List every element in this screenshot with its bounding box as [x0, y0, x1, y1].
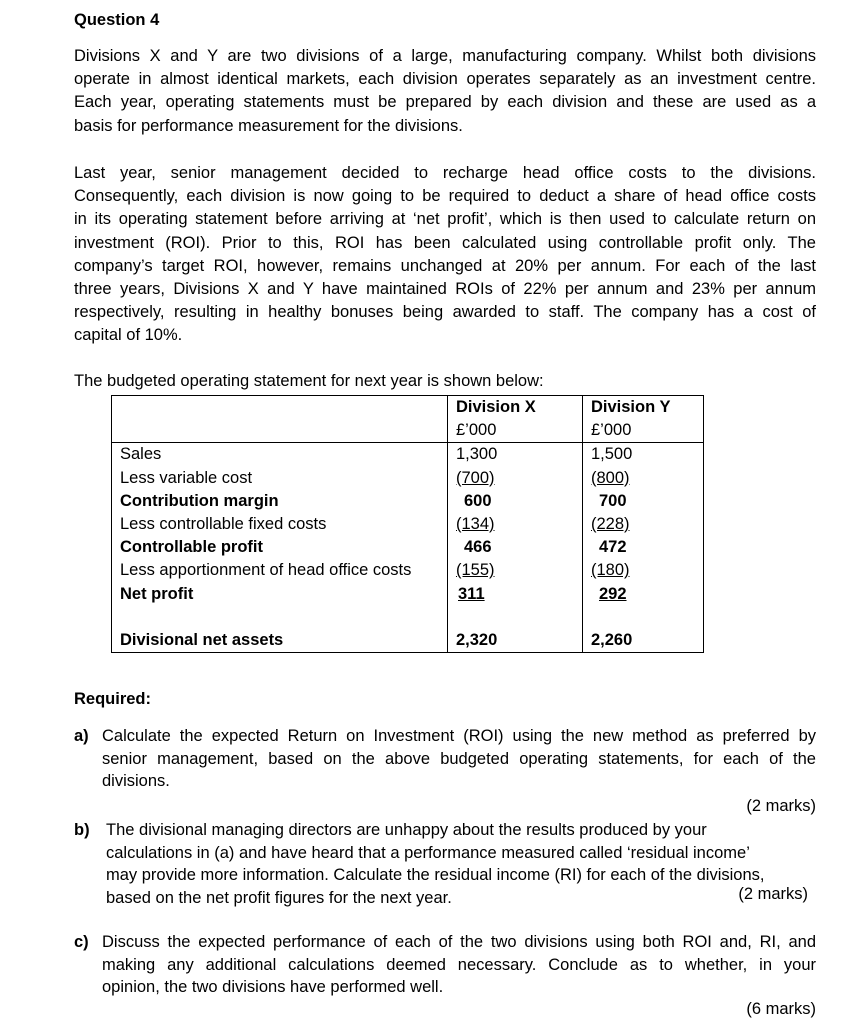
row-label: Less controllable fixed costs [112, 513, 448, 536]
table-row [112, 583, 704, 606]
part-line: opinion, the two divisions have performed well. [102, 978, 444, 996]
part-line: senior management, based on the above budgeted operating statements, for each of the [102, 749, 816, 768]
paragraph-line: in its operating statement before arriving at ‘net profit’, which is then used to calculate return on [74, 210, 816, 229]
paragraph-line: company’s target ROI, however, remains unchanged at 20% per annum. For each of the last [74, 256, 816, 275]
paragraph-line: investment (ROI). Prior to this, ROI has been calculated using controllable profit only. The [74, 233, 816, 252]
unit-division-y: £’000 [583, 419, 704, 443]
header-division-x: Division X [448, 396, 583, 420]
blank-cell [583, 606, 704, 629]
row-label: Contribution margin [112, 490, 448, 513]
intro-paragraph [74, 45, 816, 138]
value-division-y: (800) [591, 468, 630, 487]
marks-c: (6 marks) [746, 1000, 816, 1018]
value-division-y: 700 [583, 490, 704, 513]
part-line: making any additional calculations deemed necessary. Conclude as to whether, in your [102, 955, 816, 974]
row-label: Less apportionment of head office costs [112, 559, 448, 582]
paragraph-line: operate in almost identical markets, each division operates separately as an investment centre. [74, 70, 816, 89]
paragraph-line: Last year, senior management decided to recharge head office costs to the divisions. [74, 164, 816, 182]
blank-cell [112, 606, 448, 629]
context-paragraph [74, 162, 816, 348]
value-division-x: 2,320 [448, 629, 583, 653]
paragraph-line: Each year, operating statements must be prepared by each division and these are used as a [74, 93, 816, 112]
part-line: The divisional managing directors are unhappy about the results produced by your [106, 821, 707, 839]
part-line: calculations in (a) and have heard that a performance measured called ‘residual income’ [106, 843, 750, 862]
paragraph-line: basis for performance measurement for the divisions. [74, 116, 463, 135]
value-division-x: (155) [456, 561, 495, 580]
value-division-y: 472 [583, 536, 704, 559]
value-division-x: 1,300 [448, 443, 583, 467]
table-row [112, 536, 704, 559]
part-label: b) [74, 821, 90, 839]
question-title: Question 4 [74, 11, 160, 29]
value-division-x: 311 [458, 584, 485, 603]
value-division-x: (134) [456, 515, 495, 534]
blank-cell [448, 606, 583, 629]
table-row [112, 490, 704, 513]
row-label: Sales [112, 443, 448, 467]
value-division-y: (180) [591, 561, 630, 580]
value-division-y: 1,500 [583, 443, 704, 467]
value-division-x: 600 [448, 490, 583, 513]
paragraph-line: respectively, resulting in healthy bonuses being awarded to staff. The company has a cost of [74, 303, 816, 322]
paragraph-line: Divisions X and Y are two divisions of a large, manufacturing company. Whilst both divisions [74, 47, 816, 65]
table-row [112, 467, 704, 490]
row-label: Controllable profit [112, 536, 448, 559]
part-line: based on the net profit figures for the next year. [106, 888, 452, 907]
marks-b: (2 marks) [738, 885, 808, 903]
part-line: Discuss the expected performance of each of the two divisions using both ROI and, RI, and [102, 933, 816, 951]
unit-division-x: £’000 [448, 419, 583, 443]
header-blank-cell [112, 419, 448, 443]
table-row [112, 629, 704, 653]
value-division-x: 466 [448, 536, 583, 559]
part-line: Calculate the expected Return on Investment (ROI) using the new method as preferred by [102, 727, 816, 745]
table-intro: The budgeted operating statement for next year is shown below: [74, 372, 544, 390]
value-division-y: (228) [591, 515, 630, 534]
table-row [112, 513, 704, 536]
marks-a: (2 marks) [746, 797, 816, 815]
part-line: may provide more information. Calculate the residual income (RI) for each of the divisions, [106, 866, 765, 884]
value-division-y: 2,260 [583, 629, 704, 653]
value-division-x: (700) [456, 468, 495, 487]
row-label: Divisional net assets [112, 629, 448, 653]
value-division-y: 292 [599, 584, 627, 603]
header-division-y: Division Y [583, 396, 704, 420]
paragraph-line: capital of 10%. [74, 326, 183, 345]
part-label: a) [74, 727, 89, 745]
required-heading: Required: [74, 690, 152, 708]
table-row [112, 559, 704, 582]
paragraph-line: Consequently, each division is now going to be required to deduct a share of head office costs [74, 187, 816, 206]
paragraph-line: three years, Divisions X and Y have maintained ROIs of 22% per annum and 23% per annum [74, 280, 816, 299]
part-line: divisions. [102, 772, 170, 790]
row-label: Less variable cost [112, 467, 448, 490]
header-blank-cell [112, 396, 448, 420]
row-label: Net profit [112, 583, 448, 606]
operating-statement-table [111, 395, 704, 653]
part-label: c) [74, 933, 89, 951]
table-row [112, 443, 704, 467]
